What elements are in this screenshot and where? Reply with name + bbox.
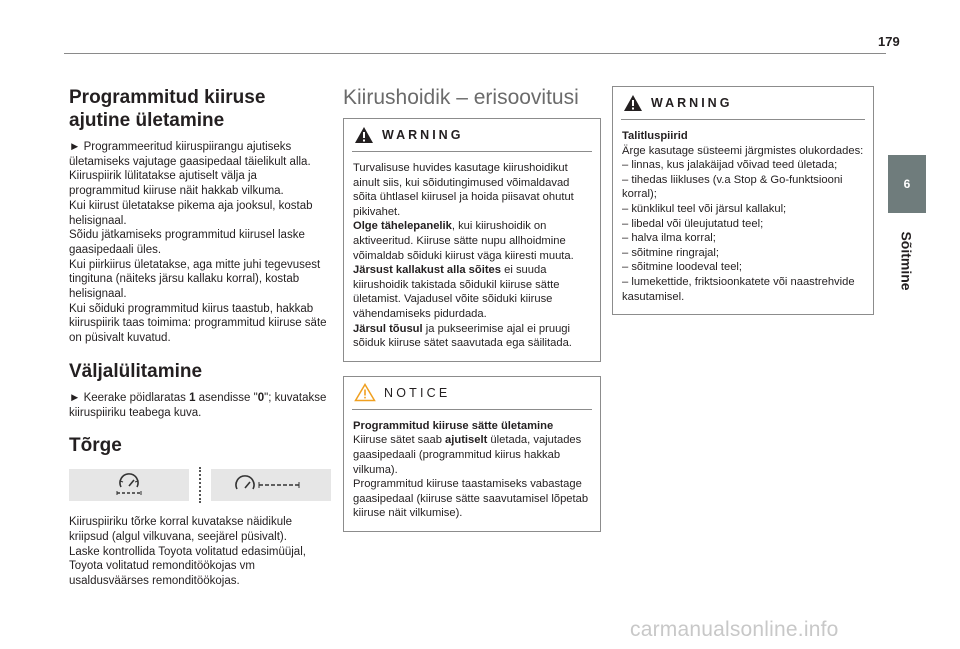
top-rule (64, 53, 886, 54)
off-text (69, 391, 331, 420)
warning-label: WARNING (382, 128, 464, 142)
notice-header (344, 377, 600, 409)
warning-triangle-icon (623, 94, 643, 112)
list-item: – sõitmine ringrajal; (622, 246, 720, 259)
chapter-label-text: Sõitmine (899, 231, 915, 291)
speed-limiter-dashes-icon (211, 469, 331, 501)
section-title-off: Väljalülitamine (69, 360, 203, 382)
section-heading-cruise-control: Kiirushoidik – erisoovitusi (343, 86, 579, 109)
section-title-fault: Tõrge (69, 435, 122, 457)
list-item: – künklikul teel või järsul kallakul; (622, 202, 787, 215)
warning-box (343, 118, 601, 362)
warning-body (344, 152, 600, 361)
paragraph: Kiiruse sätet saab ajutiselt ületada, vajutades gaasipedaali (programmitud kiirus hakkab vilkuma). (353, 434, 582, 476)
right-column (612, 86, 874, 315)
notice-label: NOTICE (384, 385, 451, 400)
fault-text (69, 515, 331, 589)
paragraph: Järsust kallakust alla sõites ei suuda kiirushoidik takistada sõidukil kiiruse sätte ületamist. Vajadusel võite sõiduki kiiruse vähendamiseks pidurdada. (353, 264, 560, 320)
list-item: – linnas, kus jalakäijad võivad teed ületada; (622, 159, 838, 172)
override-text (69, 140, 331, 346)
notice-title: Programmitud kiiruse sätte ületamine (353, 419, 554, 432)
speed-limiter-fault-icon (69, 469, 189, 501)
paragraph: Järsul tõusul ja pukseerimise ajal ei pruugi sõiduk kiiruse sätet saavutada ega säilitada. (353, 322, 572, 350)
section-title-override: Programmitud kiiruse ajutine ületamine (69, 87, 266, 131)
chapter-tab[interactable] (888, 155, 926, 213)
paragraph: Kiiruspiiriku tõrke korral kuvatakse näidikule kriipsud (algul vilkuvana, seejärel püsivalt). (69, 516, 293, 543)
fault-display-icons (69, 467, 331, 503)
warning-box-limits (612, 86, 874, 315)
paragraph: Sõidu jätkamiseks programmitud kiirusel laske gaasipedaali üles. (69, 229, 305, 256)
list-item: – halva ilma korral; (622, 232, 716, 245)
notice-triangle-icon (354, 383, 376, 402)
icon-divider (199, 467, 201, 503)
notice-box (343, 376, 601, 532)
warning-title: Talitluspiirid (622, 130, 688, 142)
paragraph: Laske kontrollida Toyota volitatud edasimüüjal, Toyota volitatud remonditöökojas vm usaldusväärses remonditöökojas. (69, 545, 306, 588)
paragraph: ► Keerake pöidlaratas 1 asendisse "0"; kuvatakse kiiruspiiriku teabega kuva. (69, 391, 327, 419)
paragraph: Turvalisuse huvides kasutage kiirushoidikut ainult siis, kui sõidutingimused võimaldavad sõita ühtlasel kiirusel ja hoida piisavat ohutut pikivahet. (353, 162, 574, 218)
notice-body (344, 410, 600, 531)
list-item: – tihedas liikluses (v.a Stop & Go-funktsiooni korral); (622, 173, 843, 201)
paragraph: ► Programmeeritud kiiruspiirangu ajutiseks ületamiseks vajutage gaasipedaal täielikult alla. (69, 141, 311, 168)
warning-triangle-icon (354, 126, 374, 144)
paragraph: Ärge kasutage süsteemi järgmistes olukordades: (622, 144, 864, 157)
left-column (69, 86, 331, 589)
list-item: – sõitmine loodeval teel; (622, 261, 743, 274)
paragraph: Kui piirkiirus ületatakse, aga mitte juhi tegevusest tingituna (näiteks järsu kallaku korral), kostab helisignaal. (69, 258, 321, 301)
paragraph: Kui sõiduki programmitud kiirus taastub, hakkab kiiruspiirik taas toimima: programmitud kiiruse säte on püsivalt kuvatud. (69, 302, 327, 345)
paragraph: Programmitud kiiruse taastamiseks vabastage gaasipedaal (kiiruse sätte saavutamisel lõpetab kiiruse näit vilkumise). (353, 478, 589, 520)
paragraph: Kiiruspiirik lülitatakse ajutiselt välja ja programmitud kiiruse näit hakkab vilkuma. (69, 170, 284, 198)
paragraph: Olge tähelepanelik, kui kiirushoidik on aktiveeritud. Kiiruse sätte nupu allhoidmine võimaldab sõiduki kiirust väga kiiresti muuta. (353, 220, 574, 262)
list-item: – libedal või üleujutatud teel; (622, 217, 764, 230)
watermark: carmanualsonline.info (630, 618, 839, 641)
warning-label: WARNING (651, 96, 733, 110)
list-item: – lumekettide, friktsioonkatete või naastrehvide kasutamisel. (622, 275, 855, 303)
chapter-label (888, 225, 926, 297)
page-number: 179 (878, 34, 900, 49)
warning-body (613, 120, 873, 314)
warning-header (613, 87, 873, 119)
chapter-number: 6 (903, 177, 911, 191)
warning-header (344, 119, 600, 151)
middle-column (343, 86, 601, 532)
paragraph: Kui kiirust ületatakse pikema aja jooksul, kostab helisignaal. (69, 199, 313, 227)
